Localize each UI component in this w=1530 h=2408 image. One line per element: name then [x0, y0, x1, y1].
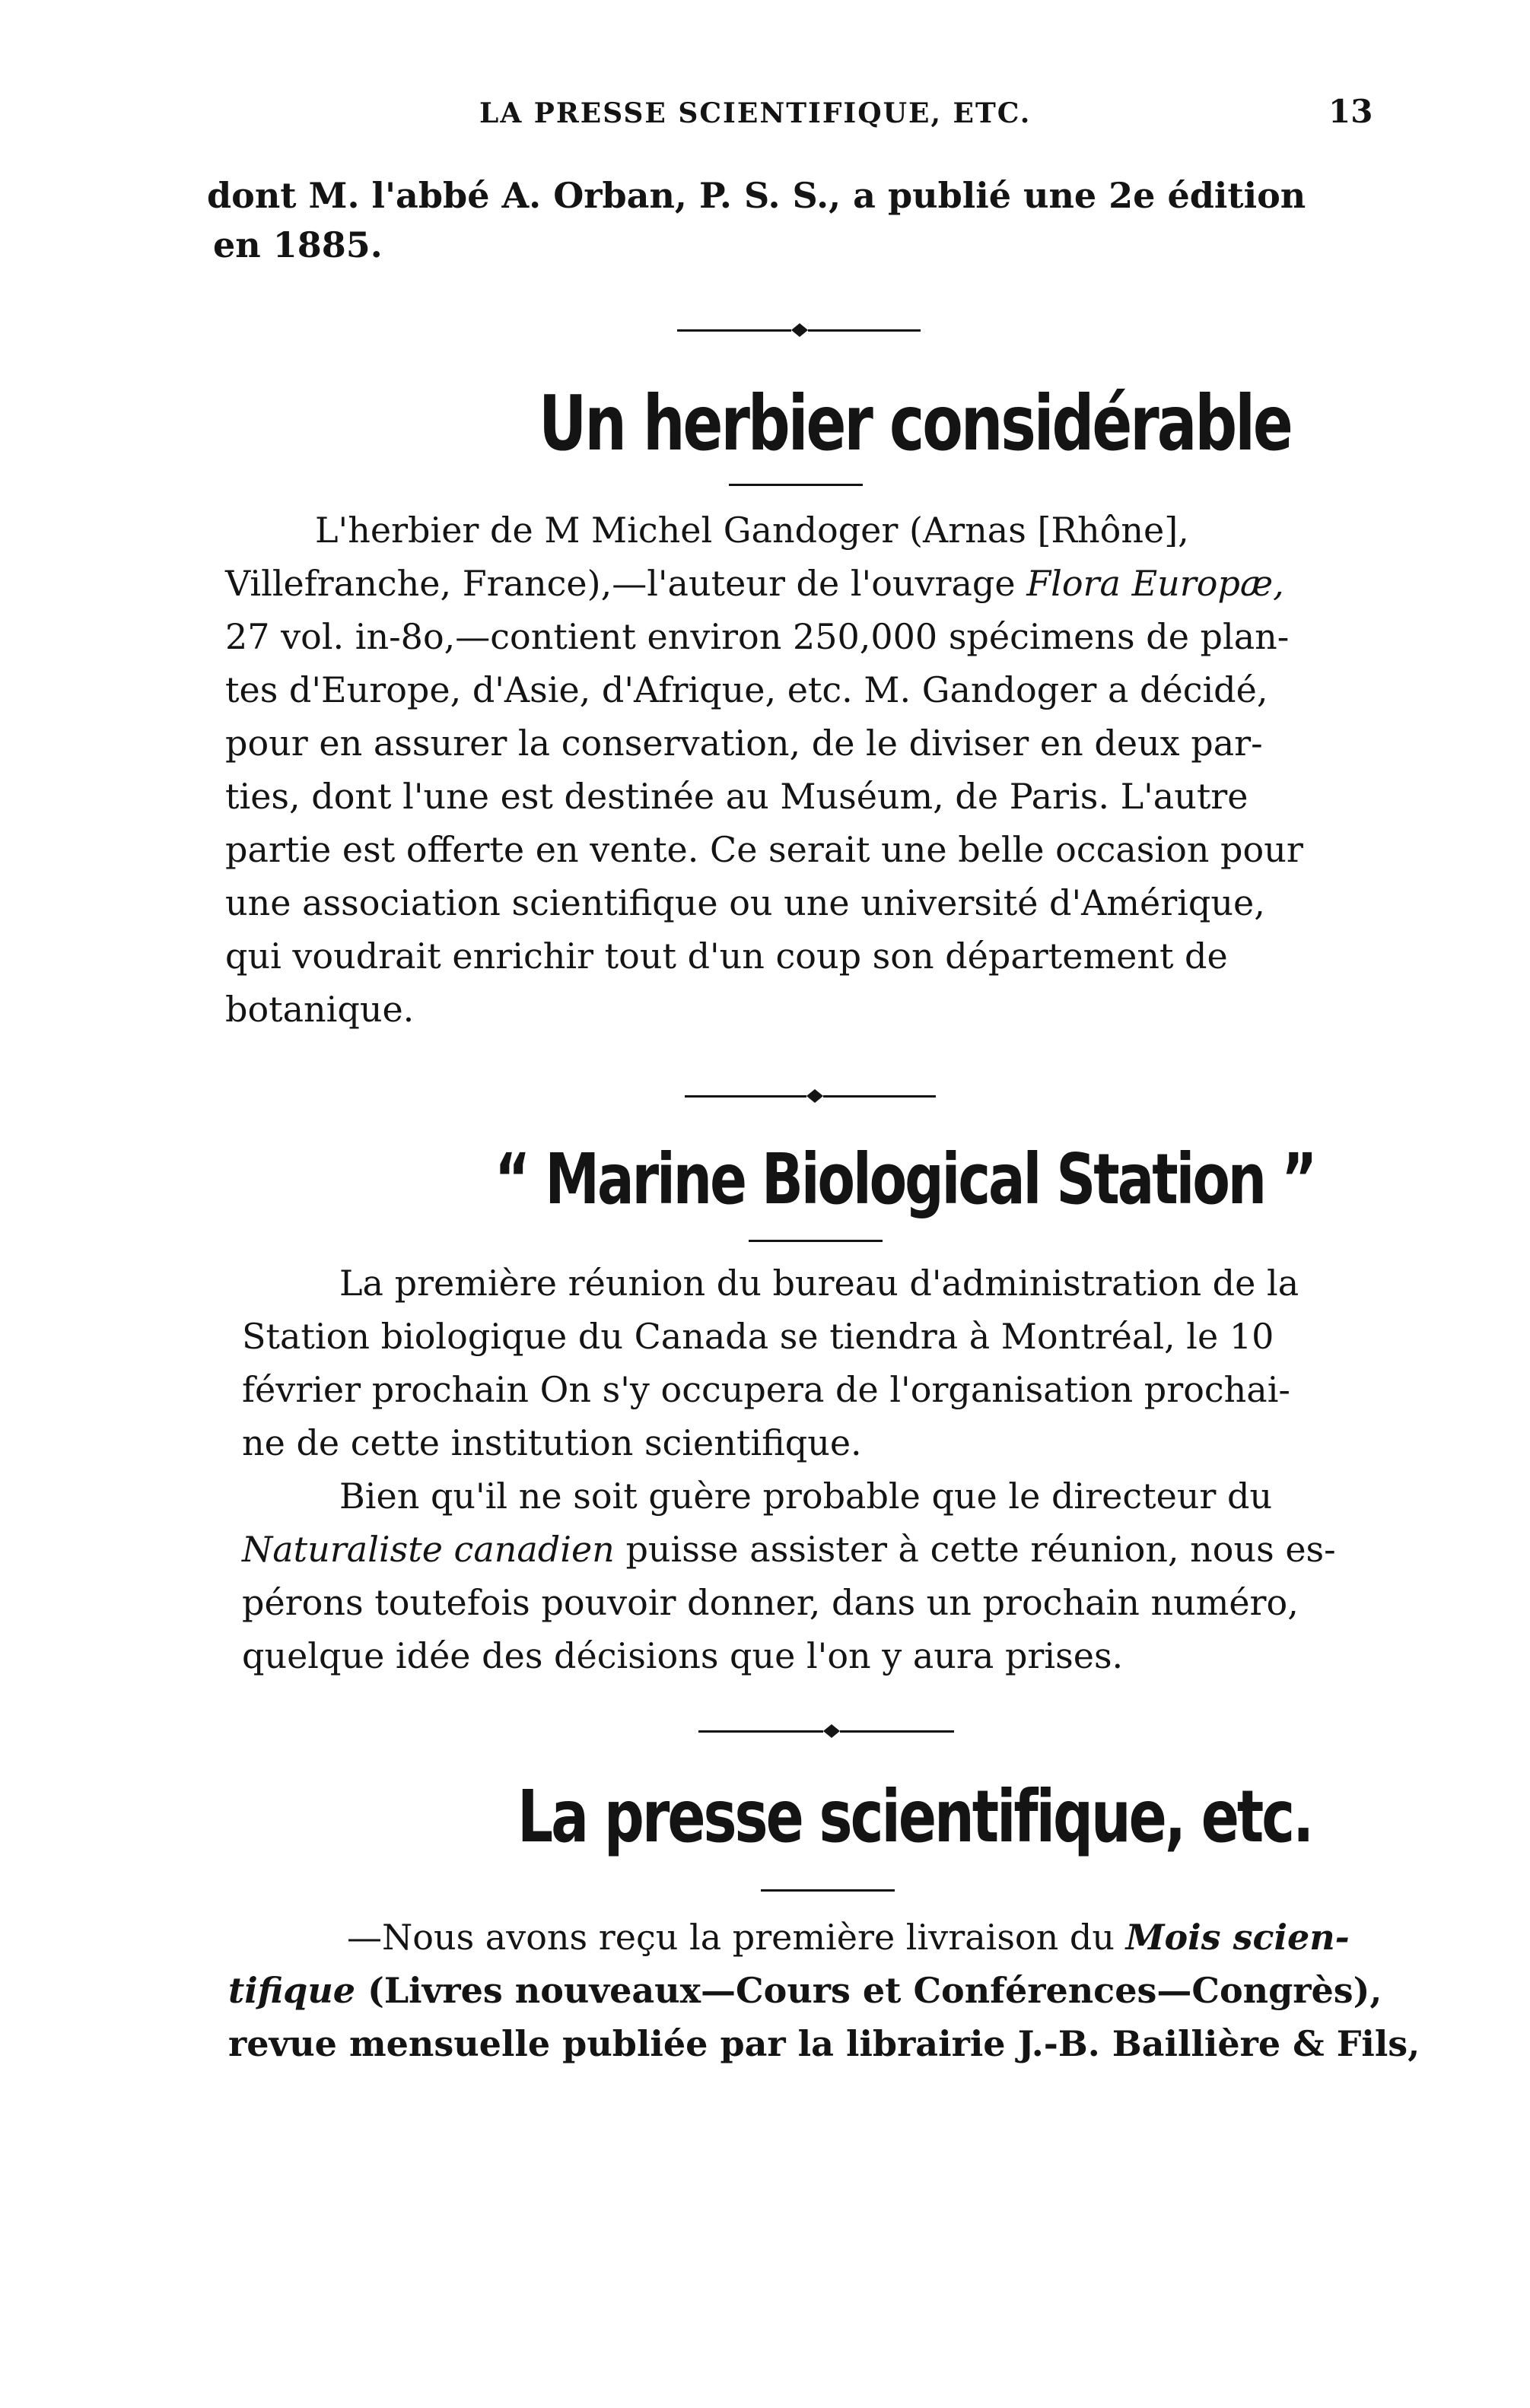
italic-title: Mois scien- — [1125, 1917, 1350, 1958]
text-line: Station biologique du Canada se tiendra à Montréal, le 10 — [242, 1316, 1274, 1357]
section-heading: Un herbier considérable — [539, 380, 1291, 469]
text-line: 27 vol. in-8o,—contient environ 250,000 spécimens de plan- — [225, 616, 1290, 657]
italic-title: Naturaliste canadien — [242, 1529, 615, 1570]
text-line: Bien qu'il ne soit guère probable que le directeur du — [339, 1476, 1273, 1517]
section-heading: “ Marine Biological Station ” — [495, 1138, 1315, 1220]
italic-title: tifique — [228, 1970, 356, 2011]
text-line: tes d'Europe, d'Asie, d'Afrique, etc. M. Gandoger a décidé, — [225, 669, 1268, 710]
text-line: en 1885. — [213, 224, 383, 265]
text-line: La première réunion du bureau d'administration de la — [339, 1263, 1299, 1304]
presse-paragraph — [228, 1911, 1420, 2070]
italic-title: Flora Europæ, — [1026, 563, 1284, 604]
text-segment: —Nous avons reçu la première livraison du — [347, 1917, 1115, 1958]
text-line: pour en assurer la conservation, de le diviser en deux par- — [225, 723, 1263, 764]
text-line: L'herbier de M Michel Gandoger (Arnas [Rhône], — [315, 510, 1189, 551]
heading-rule — [761, 1889, 895, 1892]
page-number: 13 — [1328, 93, 1373, 130]
running-head: LA PRESSE SCIENTIFIQUE, ETC. — [479, 97, 1032, 129]
text-line: qui voudrait enrichir tout d'un coup son département de — [225, 936, 1228, 977]
text-line: une association scientifique ou une université d'Amérique, — [225, 882, 1265, 923]
text-line: pérons toutefois pouvoir donner, dans un prochain numéro, — [242, 1582, 1299, 1623]
text-line: ties, dont l'une est destinée au Muséum, de Paris. L'autre — [225, 776, 1248, 817]
text-line: botanique. — [225, 989, 415, 1030]
herbier-paragraph — [225, 504, 1303, 1036]
text-line: ne de cette institution scientifique. — [242, 1422, 862, 1463]
station-paragraph — [242, 1256, 1336, 1682]
intro-paragraph — [207, 169, 1306, 268]
text-line: revue mensuelle publiée par la librairie J.-B. Baillière & Fils, — [228, 2023, 1420, 2064]
text-line: dont M. l'abbé A. Orban, P. S. S., a publié une 2e édition — [207, 175, 1306, 216]
text-line: quelque idée des décisions que l'on y aura prises. — [242, 1635, 1124, 1676]
text-line: février prochain On s'y occupera de l'organisation prochai- — [242, 1369, 1290, 1410]
heading-rule — [729, 484, 863, 486]
heading-rule — [749, 1240, 883, 1242]
section-heading: La presse scientifique, etc. — [517, 1775, 1312, 1860]
text-segment: Villefranche, France),—l'auteur de l'ouvrage — [225, 563, 1016, 604]
text-segment: (Livres nouveaux—Cours et Conférences—Congrès), — [367, 1970, 1382, 2011]
text-segment: puisse assister à cette réunion, nous es- — [625, 1529, 1336, 1570]
text-line: partie est offerte en vente. Ce serait une belle occasion pour — [225, 829, 1303, 870]
